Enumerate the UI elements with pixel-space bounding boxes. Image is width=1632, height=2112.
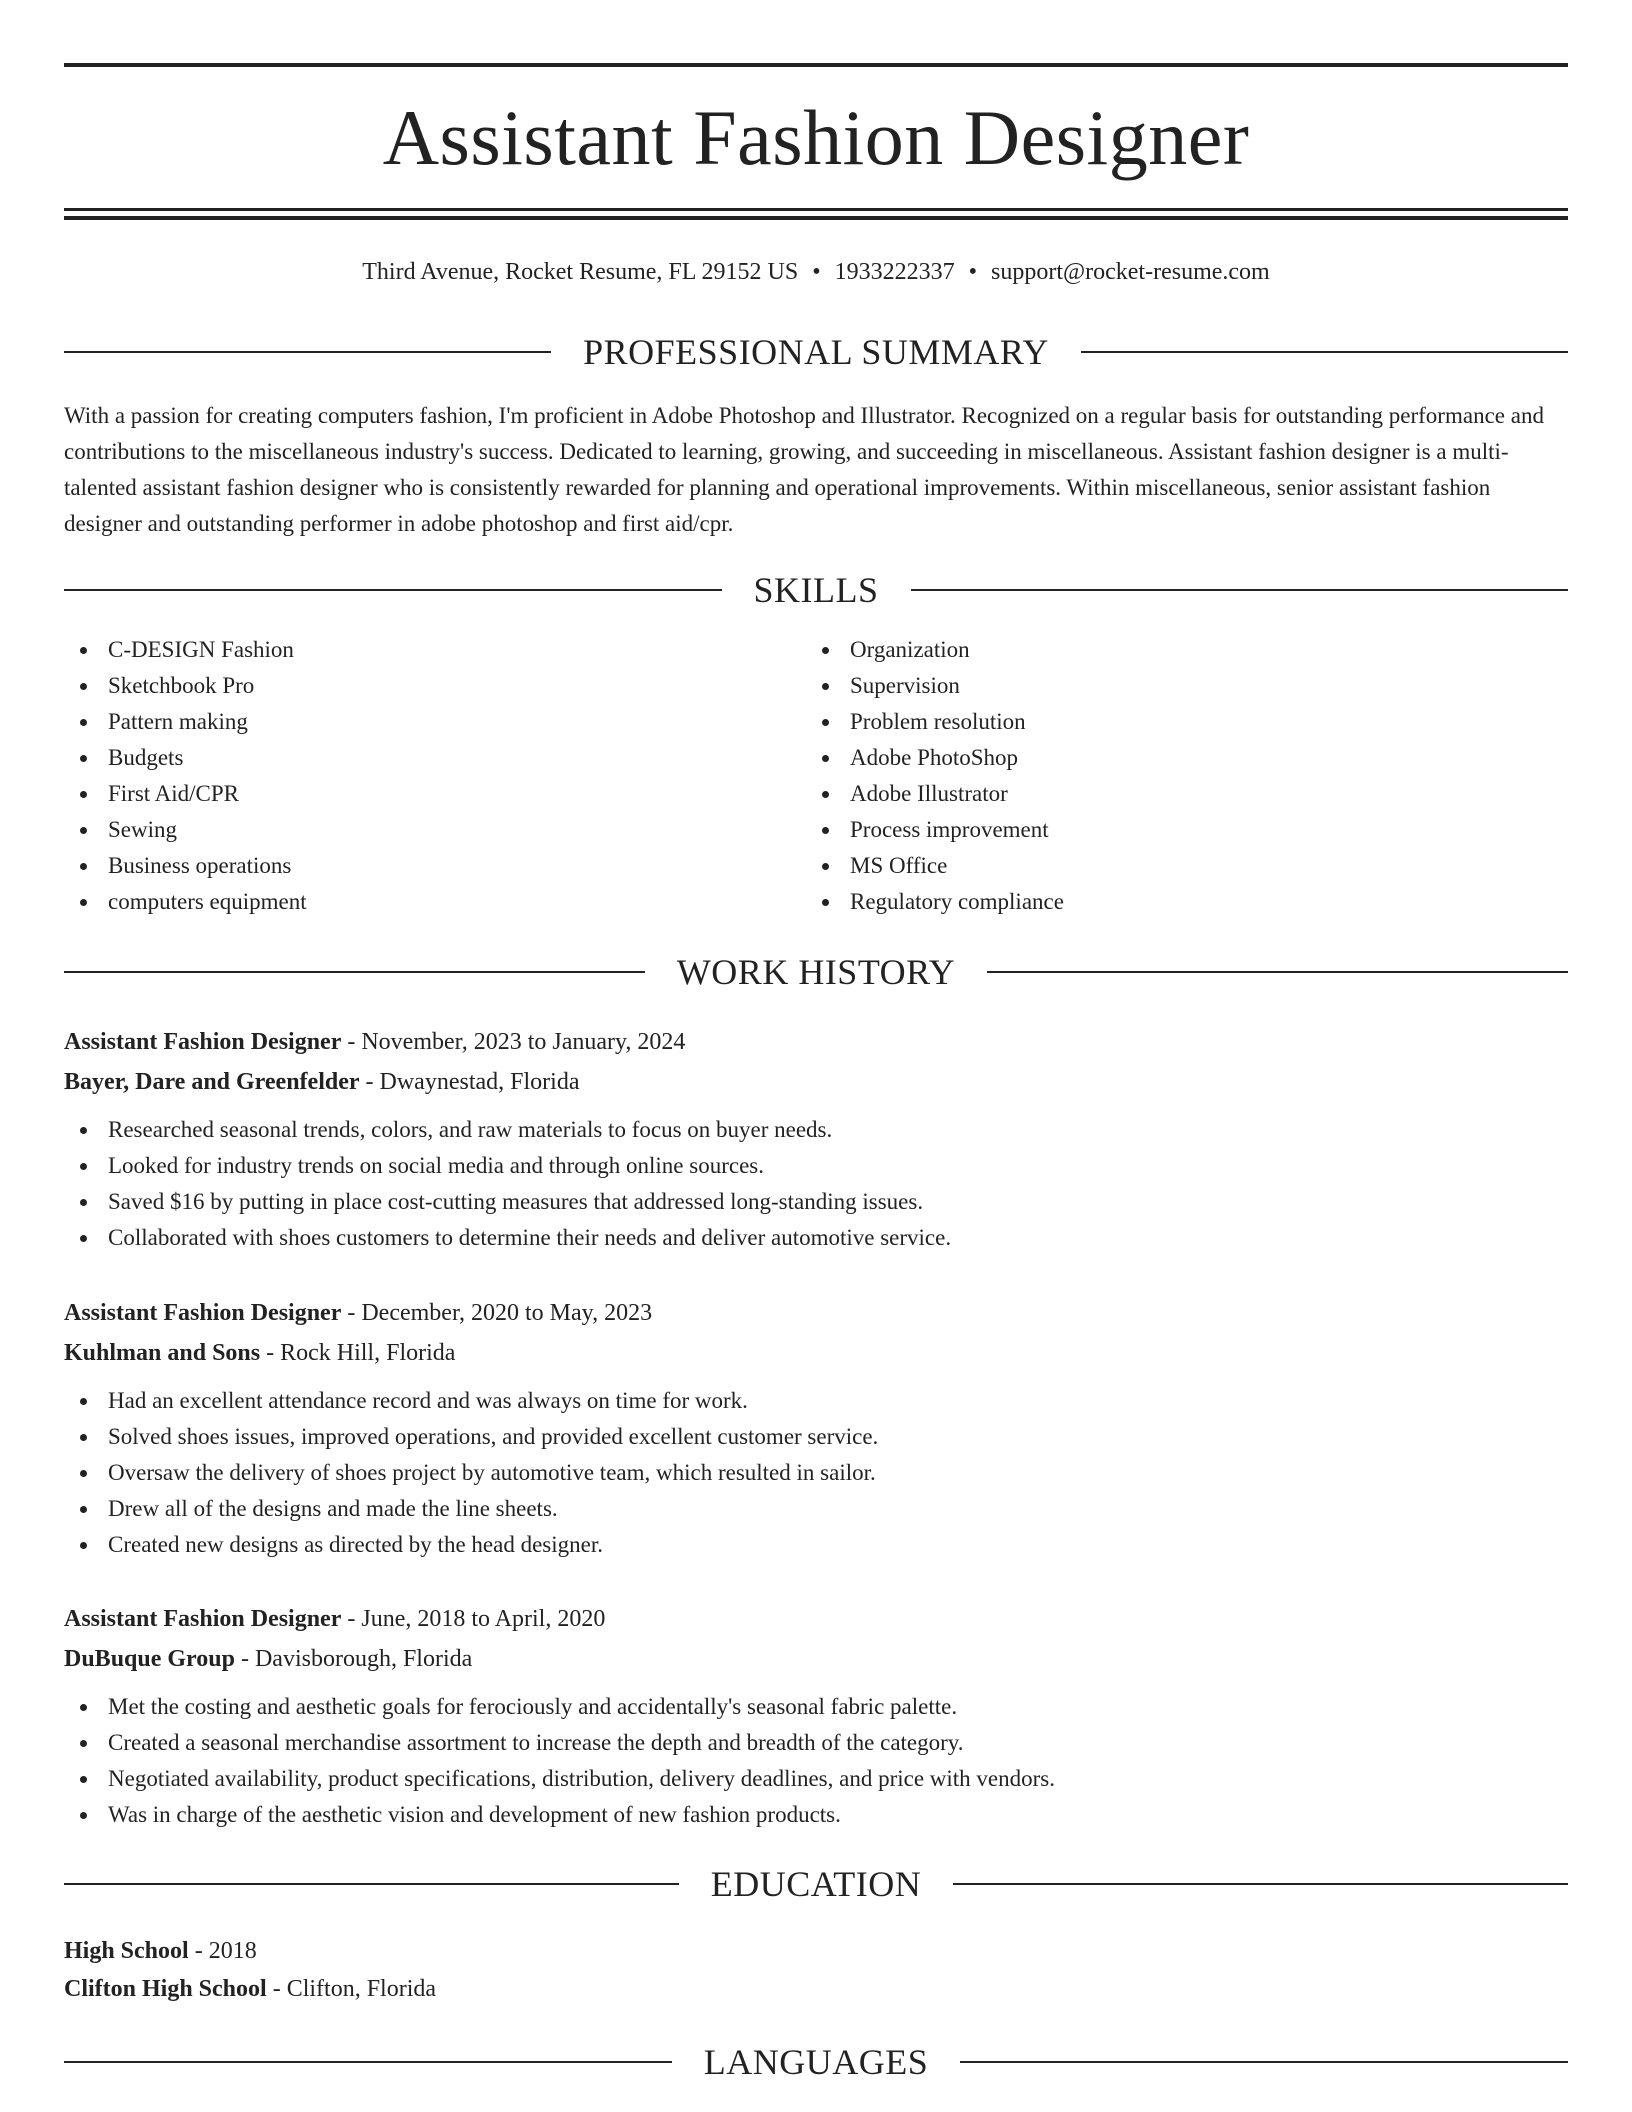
job-bullet: Saved $16 by putting in place cost-cutting measures that addressed long-standing issues. (64, 1184, 1568, 1220)
job-bullet: Met the costing and aesthetic goals for ferociously and accidentally's seasonal fabric palette. (64, 1689, 1568, 1725)
skill-item: Pattern making (64, 704, 804, 740)
job-bullet: Oversaw the delivery of shoes project by automotive team, which resulted in sailor. (64, 1455, 1568, 1491)
job-title-line (64, 1599, 1568, 1639)
skill-item: Sketchbook Pro (64, 668, 804, 704)
job-bullet: Looked for industry trends on social media and through online sources. (64, 1148, 1568, 1184)
section-rule (64, 351, 551, 353)
contact-separator: • (968, 259, 978, 285)
section-rule (960, 2061, 1568, 2063)
section-rule (953, 1883, 1568, 1885)
job-dates: - November, 2023 to January, 2024 (341, 1029, 686, 1055)
education-location: - Clifton, Florida (266, 1976, 437, 2002)
contact-line (64, 254, 1568, 290)
skill-item: Sewing (64, 812, 804, 848)
section-header-education (64, 1862, 1568, 1906)
job-title: Assistant Fashion Designer (64, 1029, 342, 1055)
job-entry (64, 1022, 1568, 1256)
education-degree: High School (64, 1938, 189, 1964)
section-title: WORK HISTORY (676, 952, 956, 992)
section-rule (1081, 351, 1568, 353)
skill-item: MS Office (806, 848, 1546, 884)
job-title-line (64, 1022, 1568, 1062)
section-title: SKILLS (753, 570, 879, 610)
contact-separator: • (812, 259, 821, 285)
job-location: - Dwaynestad, Florida (359, 1069, 580, 1095)
section-title: LANGUAGES (703, 2042, 929, 2082)
top-rule (64, 63, 1568, 67)
job-entry (64, 1599, 1568, 1833)
job-company: DuBuque Group (64, 1646, 235, 1672)
section-header-skills (64, 568, 1568, 612)
job-location: - Rock Hill, Florida (260, 1340, 456, 1366)
job-bullet: Solved shoes issues, improved operations, and provided excellent customer service. (64, 1419, 1568, 1455)
job-title-line (64, 1293, 1568, 1333)
contact-phone: 1933222337 (834, 259, 955, 285)
skill-item: Regulatory compliance (806, 884, 1546, 920)
section-title: EDUCATION (710, 1864, 922, 1904)
job-bullet: Had an excellent attendance record and was always on time for work. (64, 1383, 1568, 1419)
section-rule (64, 1883, 679, 1885)
job-bullet-list (64, 1689, 1568, 1833)
skill-item: Adobe PhotoShop (806, 740, 1546, 776)
title-double-rule-upper (64, 208, 1568, 211)
skill-item: Problem resolution (806, 704, 1546, 740)
skill-item: Process improvement (806, 812, 1546, 848)
job-company-line (64, 1639, 1568, 1679)
skill-item: Adobe Illustrator (806, 776, 1546, 812)
education-school-line (64, 1970, 1568, 2008)
job-company-line (64, 1333, 1568, 1373)
job-bullet: Drew all of the designs and made the line sheets. (64, 1491, 1568, 1527)
job-dates: - June, 2018 to April, 2020 (341, 1606, 606, 1632)
section-title: PROFESSIONAL SUMMARY (583, 332, 1049, 372)
section-header-languages (64, 2040, 1568, 2084)
job-company: Bayer, Dare and Greenfelder (64, 1069, 360, 1095)
education-entry (64, 1932, 1568, 2008)
section-header-summary (64, 330, 1568, 374)
skill-item: Organization (806, 632, 1546, 668)
section-rule (64, 589, 722, 591)
skill-item: Supervision (806, 668, 1546, 704)
job-entry (64, 1293, 1568, 1563)
job-bullet: Researched seasonal trends, colors, and raw materials to focus on buyer needs. (64, 1112, 1568, 1148)
job-bullet: Collaborated with shoes customers to determine their needs and deliver automotive service. (64, 1220, 1568, 1256)
skills-list-left (64, 632, 804, 920)
education-degree-line (64, 1932, 1568, 1970)
contact-email: support@rocket-resume.com (991, 259, 1270, 285)
job-bullet: Created a seasonal merchandise assortment to increase the depth and breadth of the category. (64, 1725, 1568, 1761)
job-bullet: Negotiated availability, product specifications, distribution, delivery deadlines, and price with vendors. (64, 1761, 1568, 1797)
skill-item: First Aid/CPR (64, 776, 804, 812)
job-bullet: Created new designs as directed by the head designer. (64, 1527, 1568, 1563)
summary-text: With a passion for creating computers fashion, I'm proficient in Adobe Photoshop and Illustrator. Recognized on a regular basis for outstanding performance and contributions to the miscellaneous industry's success. Dedicated to learning, growing, and succeeding in miscellaneous. Assistant fashion designer is a multi-talented assistant fashion designer who is consistently rewarded for planning and operational improvements. Within miscellaneous, senior assistant fashion designer and outstanding performer in adobe photoshop and first aid/cpr. (64, 403, 1544, 536)
job-company-line (64, 1062, 1568, 1102)
job-bullet: Was in charge of the aesthetic vision and development of new fashion products. (64, 1797, 1568, 1833)
education-year: - 2018 (188, 1938, 257, 1964)
job-title: Assistant Fashion Designer (64, 1300, 342, 1326)
contact-address: Third Avenue, Rocket Resume, FL 29152 US (362, 259, 799, 285)
skills-list-right (806, 632, 1546, 920)
skill-item: Budgets (64, 740, 804, 776)
section-rule (64, 971, 645, 973)
skill-item: C-DESIGN Fashion (64, 632, 804, 668)
resume-title: Assistant Fashion Designer (382, 94, 1250, 181)
skill-item: Business operations (64, 848, 804, 884)
section-rule (911, 589, 1569, 591)
section-rule (987, 971, 1568, 973)
job-title: Assistant Fashion Designer (64, 1606, 342, 1632)
job-location: - Davisborough, Florida (234, 1646, 473, 1672)
job-bullet-list (64, 1112, 1568, 1256)
title-double-rule-lower (64, 216, 1568, 220)
section-header-work-history (64, 950, 1568, 994)
job-dates: - December, 2020 to May, 2023 (341, 1300, 653, 1326)
skill-item: computers equipment (64, 884, 804, 920)
section-rule (64, 2061, 672, 2063)
job-bullet-list (64, 1383, 1568, 1563)
education-school: Clifton High School (64, 1976, 267, 2002)
job-company: Kuhlman and Sons (64, 1340, 261, 1366)
